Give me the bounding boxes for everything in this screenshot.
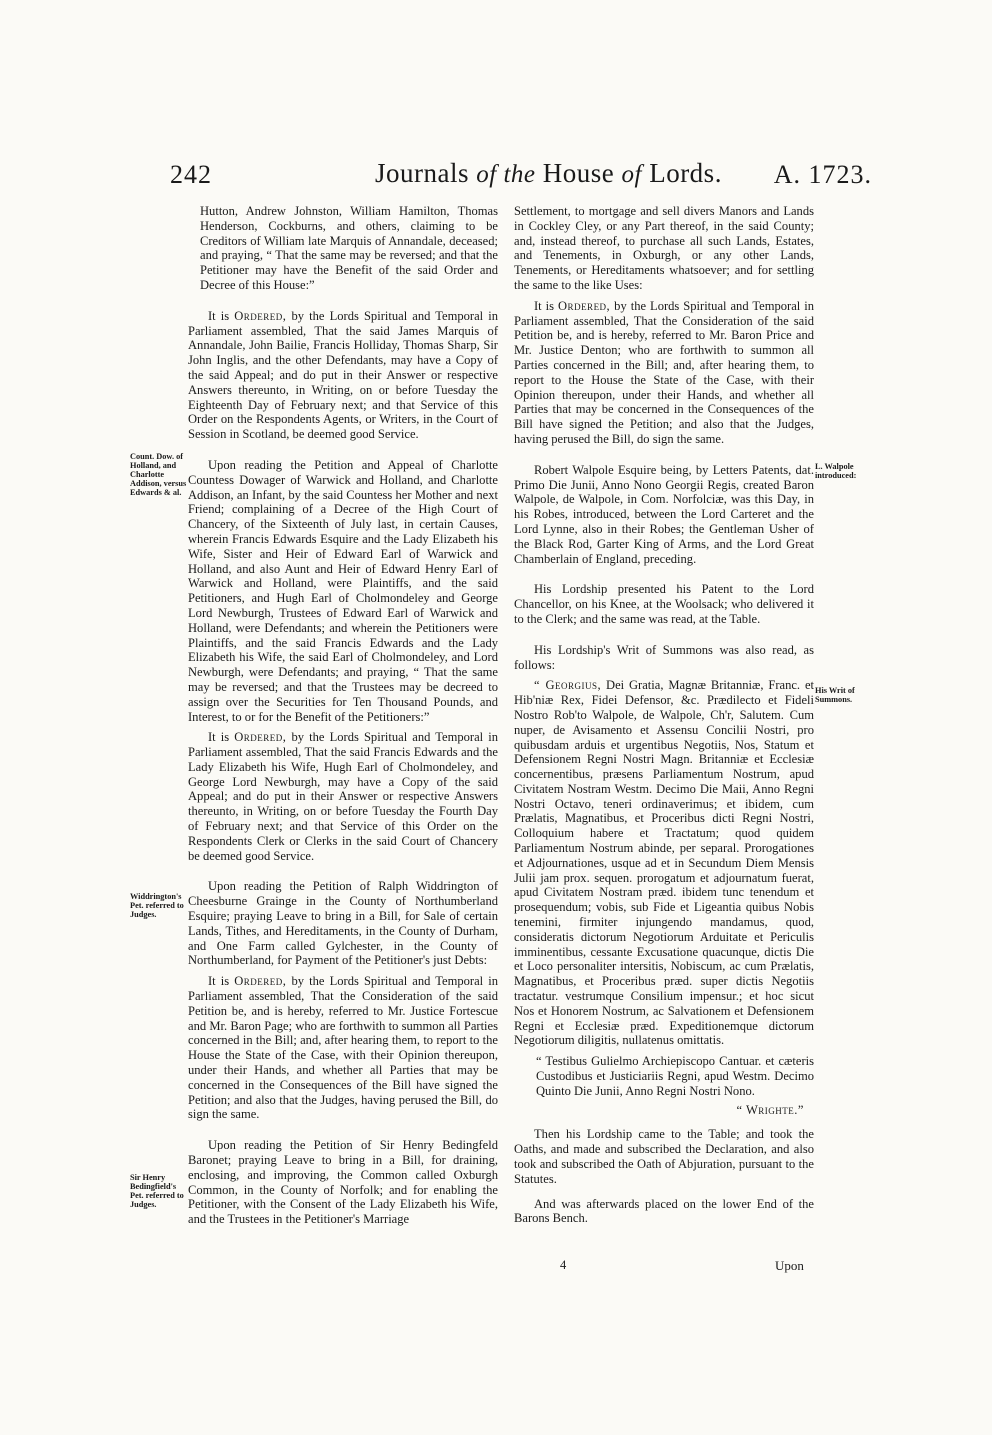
writ-lead: “ Georgius, — [534, 678, 602, 693]
petition-bedingfeld: Upon reading the Petition of Sir Henry Bedingfeld Baronet; praying Leave to bring in a Bill, for draining, enclosing, and improving, the Common called Oxburgh Common, in the County of Norfolk; and for enabling the Petitioner, with the Consent of the Lady Elizabeth his Wife, and the Trustees in the Petitioner's Marriage — [188, 1138, 498, 1227]
placed-on-bench: And was afterwards placed on the lower End of the Barons Bench. — [514, 1196, 814, 1226]
patent-presented: His Lordship presented his Patent to the Lord Chancellor, on his Knee, at the Woolsack; who delivered it to the Clerk; and the same was read, at the Table. — [514, 582, 814, 626]
order-text: by the Lords Spiritual and Temporal in Parliament assembled, That the Consideration of the said Petition be, and is hereby, referred to Mr. Baron Price and Mr. Justice Denton; who are forthwith to summon all Parties concerned in the Bill; and, after hearing them, to report to the House the State of the Case, with their Opinion thereupon, under their Hands, and whether all Parties that may be concerned in the Consequences of the Bill have signed the Petition; and also that the Judges, having perused the Bill, do sign the same. — [514, 298, 814, 446]
petition-warwick: Upon reading the Petition and Appeal of Charlotte Countess Dowager of Warwick and Holland, and Charlotte Addison, an Infant, by the said Countess her Mother and next Friend; complaining of a Decree of the High Court of Chancery, of the Sixteenth of July last, in certain Causes, wherein Francis Edwards Esquire and the Lady Elizabeth his Wife, Sister and Heir of Edward Earl of Warwick and Holland, and also Aunt and Heir of Edward Henry Earl of Warwick and Holland, were Plaintiffs, and the said Petitioners, and Hugh Earl of Cholmondeley and George Lord Newburgh, Trustees of Edward Earl of Warwick and Holland, were Defendants; and wherein the Petitioners were Plaintiffs, and the said Francis Edwards and the Lady Elizabeth his Wife, the said Earl of Cholmondeley, and Lord Newburgh, were Defendants; and praying, “ That the same may be reversed; and that the Trustees may be decreed to assign over the Securities for Ten Thousand Pounds, and Interest, to or for the Benefit of the Petitioners:” — [188, 457, 498, 724]
writ-of-summons — [514, 678, 814, 1117]
ordered-word: Ordered, — [234, 974, 287, 989]
ordered-word: Ordered, — [234, 730, 287, 745]
writ-read: His Lordship's Writ of Summons was also read, as follows: — [514, 642, 814, 672]
title-of-the: of the — [476, 161, 536, 188]
catchword: Upon — [775, 1258, 804, 1273]
margin-note-walpole: L. Walpole introduced: — [815, 462, 857, 480]
signature-mark: 4 — [560, 1258, 567, 1272]
order-lead: It is — [534, 298, 558, 313]
title-of: of — [621, 161, 642, 188]
margin-note-warwick: Count. Dow. of Holland, and Charlotte Addison, versus Edwards & al. — [130, 452, 187, 497]
writ-testibus: “ Testibus Gulielmo Archiepiscopo Cantuar. et cæteris Custodibus et Justiciariis Regni, apud Westm. Decimo Quinto Die Junii, Anno Regni Nostri Nono. — [536, 1054, 814, 1098]
margin-note-widdrington: Widdrington's Pet. referred to Judges. — [130, 892, 184, 919]
journal-year: A. 1723. — [773, 160, 872, 189]
order-warwick — [188, 730, 498, 863]
page-number: 242 — [170, 160, 212, 189]
order-text: by the Lords Spiritual and Temporal in Parliament assembled, That the said Francis Edwards and the Lady Elizabeth his Wife, Hugh Earl of Cholmondeley, and George Lord Newburgh, may have a Copy of the said Appeal; and do put in their Answer or respective Answers thereunto, in Writing, on or before Tuesday the Fourth Day of February next; and that Service of this Order on the Respondents Clerk or Clerks in the said Court of Chancery be deemed good Service. — [188, 730, 498, 863]
order-bedingfeld — [514, 299, 814, 447]
writ-body: Dei Gratia, Magnæ Britanniæ, Franc. et Hib'niæ Rex, Fidei Defensor, &c. Prædilecto et Fideli Nostro Rob'to Walpole, de Walpole, Ch'r, Salutem. Cum nuper, de Avisamento et Assensu Concilii Nostri, pro quibusdam arduis et urgentibus Negotiis, Nos, Statum et Defensionem Regni Nostri Magn. Britanniæ et Ecclesiæ concernentibus, præsens Parliamentum Nostrum, apud Civitatem Nostram Westm. Decimo Die Maii, Anno Regni Nostri Octavo, teneri ordinaverimus; et ibidem, cum Prælatis, Magnatibus, et Proceribus dicti Regni Nostri, Colloquium habere et Tractatum; quod quidem Parliamentum Nostrum abinde, per separal. Prorogationes et Adjournationes, usque ad et in Secundum Diem Mensis Julii jam prox. sequen. prorogatum et adjournatum fuerat, apud Civitatem Nostram præd. ibidem tunc tenendum et prosequendum; vobis, sub Fide et Ligeantia quibus Nobis tenemini, firmiter injungendo mandamus, quod, consideratis dictorum Negotiorum Arduitate et Periculis imminentibus, cessante Excusatione quacunque, dictis Die et Loco personaliter intersitis, Nobiscum, ac cum Prælatis, Magnatibus, et Proceribus præd. super dictis Negotiis tractatur. vestrumque Consilium impensur.; et hoc sicut Nos et Honorem Nostrum, ac Salvationem et Defensionem Regni et Ecclesiæ præd. Expeditionemque dictorum Negotiorum diligitis, nullatenus omittatis. — [514, 678, 814, 1048]
writ-text — [514, 678, 814, 1048]
order-widdrington — [188, 974, 498, 1122]
order-text: by the Lords Spiritual and Temporal in Parliament assembled, That the said James Marquis of Annandale, John Bailie, Francis Holliday, Thomas Sharp, Sir John Inglis, and the other Defendants, may have a Copy of the said Appeal; and do put in their Answer or respective Answers thereunto, in Writing, on or before Tuesday the Eighteenth Day of February next; and that Service of this Order on the Respondents Agents, or Writers, in the Court of Session in Scotland, be deemed good Service. — [188, 308, 498, 442]
oaths-taken: Then his Lordship came to the Table; and took the Oaths, and made and subscribed the Declaration, and also took and subscribed the Oath of Abjuration, pursuant to the Statutes. — [514, 1127, 814, 1186]
walpole-introduced: Robert Walpole Esquire being, by Letters Patents, dat. Primo Die Junii, Anno Nono Georgii Regis, created Baron Walpole, de Walpole, in Com. Norfolciæ, was this Day, in his Robes, introduced, between the Lord Carteret and the Lord Lynne, also in their Robes; the Gentleman Usher of the Black Rod, Garter King of Arms, and the Lord Great Chamberlain of England, preceding. — [514, 462, 814, 566]
paragraph-continued: Settlement, to mortgage and sell divers Manors and Lands in Cockley Cley, or any Part thereof, in the said County; and, instead thereof, to purchase all such Lands, Estates, and Tenements, in Oxburgh, or any other Lands, Tenements, or Hereditaments whatsoever; and for settling the same to the like Uses: — [514, 204, 814, 292]
margin-note-bedingfield: Sir Henry Bedingfield's Pet. referred to Judges. — [130, 1173, 184, 1209]
ordered-word: Ordered, — [558, 298, 611, 313]
order-lead: It is — [208, 974, 235, 989]
margin-note-writ: His Writ of Summons. — [815, 686, 855, 704]
title-word-journals: Journals — [375, 158, 477, 188]
order-lead: It is — [208, 730, 235, 745]
right-column — [514, 204, 814, 1232]
order-annandale — [188, 309, 498, 442]
ordered-word: Ordered, — [234, 308, 287, 323]
order-lead: It is — [208, 308, 235, 323]
order-text: by the Lords Spiritual and Temporal in Parliament assembled, That the Consideration of the said Petition be, and is hereby, referred to Mr. Justice Fortescue and Mr. Baron Page; who are forthwith to summon all Parties concerned in the Bill; and, after hearing them, to report to the House the State of the Case, with their Opinion thereupon, under their Hands, and whether all Parties that may be concerned in the Consequences of the Bill have signed the Petition; and also that the Judges, having perused the Bill, do sign the same. — [188, 974, 498, 1122]
journal-title — [375, 158, 722, 189]
title-word-house: House — [535, 158, 622, 188]
left-column — [188, 204, 498, 1233]
petition-widdrington: Upon reading the Petition of Ralph Widdrington of Cheesburne Grainge in the County of Northumberland Esquire; praying Leave to bring in a Bill, for Sale of certain Lands, Tithes, and Hereditaments, in the County of Durham, and One Farm called Gylchester, in the County of Northumberland, for Payment of the Petitioner's just Debts: — [188, 879, 498, 968]
title-word-lords: Lords. — [641, 158, 722, 188]
paragraph-continued: Hutton, Andrew Johnston, William Hamilton, Thomas Henderson, Cockburns, and others, claiming to be Creditors of William late Marquis of Annandale, deceased; and praying, “ That the same may be reversed; and that the Petitioner may have the Benefit of the said Order and Decree of this House:” — [200, 204, 498, 292]
writ-signature: “ Wrighte.” — [736, 1102, 804, 1117]
page-header — [170, 160, 872, 200]
